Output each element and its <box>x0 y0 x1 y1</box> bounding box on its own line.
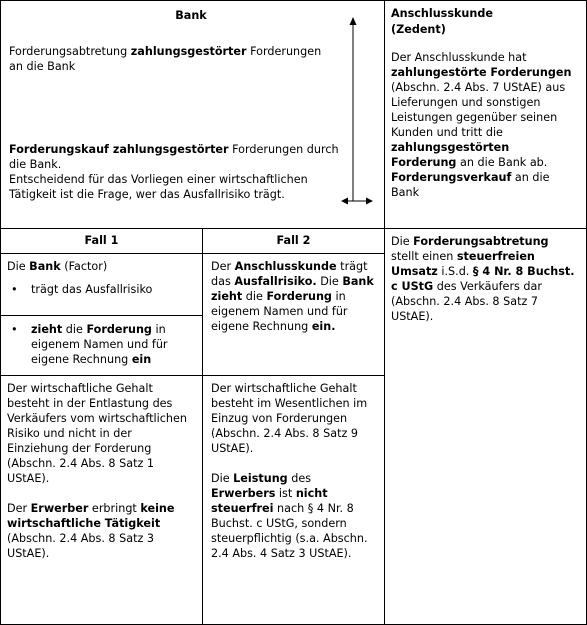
fall2-header: Fall 2 <box>202 228 384 253</box>
anschlusskunde-title: Anschlusskunde (Zedent) <box>391 7 493 36</box>
fall1-gehalt-cell <box>0 375 202 625</box>
fall1-intro: Die Bank (Factor) <box>7 260 108 273</box>
fall1-erwerber: Der Erwerber erbringt keine wirtschaftliche Tätigkeit (Abschn. 2.4 Abs. 8 Satz 3 UStAE). <box>7 502 175 560</box>
bank-cell <box>0 0 384 228</box>
fall2-gehalt-cell <box>202 375 384 625</box>
fall1-bullet2-cell <box>0 315 202 375</box>
anschlusskunde-text: Der Anschlusskunde hat zahlungestörte Forderungen (Abschn. 2.4 Abs. 7 UStAE) aus Lieferungen und sonstigen Leistungen gegenüber seinen Kunden und tritt die zahlungsgestörten Forderung an die Bank ab. Forderungsverkauf an die Bank <box>391 51 572 199</box>
fall1-intro-cell <box>0 253 202 315</box>
anschlusskunde-cell <box>384 0 587 228</box>
fall2-gehalt: Der wirtschaftliche Gehalt besteht im Wesentlichen im Einzug von Forderungen (Abschn. 2.4 Abs. 8 Satz 9 UStAE). <box>211 382 368 455</box>
fall1-header: Fall 1 <box>0 228 202 253</box>
double-arrow-icon <box>341 17 375 207</box>
fall2-text: Der Anschlusskunde trägt das Ausfallrisiko. Die Bank zieht die Forderung in eigenem Namen und für eigene Rechnung ein. <box>211 260 374 333</box>
list-item: • trägt das Ausfallrisiko <box>7 282 196 297</box>
bank-abtretung-text: Forderungsabtretung zahlungsgestörter Forderungen an die Bank <box>9 45 322 73</box>
bank-forderungskauf-text: Forderungskauf zahlungsgestörter Forderungen durch die Bank. Entscheidend für das Vorliegen einer wirtschaftlichen Tätigkeit ist die Frage, wer das Ausfallrisiko trägt. <box>9 143 339 201</box>
fall1-bullets-1 <box>7 282 196 297</box>
bank-title: Bank <box>175 9 207 22</box>
fall2-leistung: Die Leistung des Erwerbers ist nicht steuerfrei nach § 4 Nr. 8 Buchst. c UStG, sondern steuerpflichtig (s.a. Abschn. 2.4 Abs. 4 Satz 3 UStAE). <box>211 472 368 560</box>
list-item: • zieht die Forderung in eigenem Namen und für eigene Rechnung ein <box>7 322 196 367</box>
fall2-text-cell <box>202 253 384 375</box>
fall1-gehalt: Der wirtschaftliche Gehalt besteht in der Entlastung des Verkäufers vom wirtschaftlichen Risiko und nicht in der Einziehung der Forderung (Abschn. 2.4 Abs. 8 Satz 1 UStAE). <box>7 382 187 485</box>
steuerfrei-cell <box>384 228 587 625</box>
steuerfrei-text: Die Forderungsabtretung stellt einen steuerfreien Umsatz i.S.d. § 4 Nr. 8 Buchst. c UStG des Verkäufers dar (Abschn. 2.4 Abs. 8 Satz 7 UStAE). <box>391 235 575 323</box>
